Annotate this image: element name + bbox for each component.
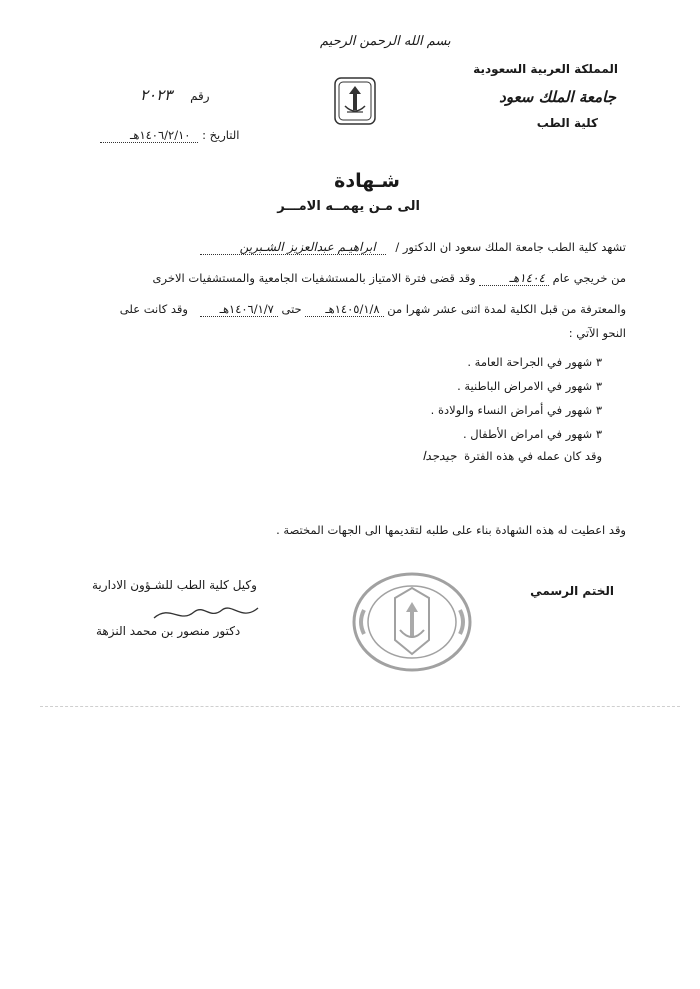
date-label: التاريخ : — [202, 128, 240, 142]
line3-prefix: والمعترفة من قبل الكلية لمدة اثنى عشر شهرا من — [387, 302, 626, 316]
line1-prefix: تشهد كلية الطب جامعة الملك سعود ان الدكتور / — [395, 240, 626, 254]
line3-suffix: وقد كانت على — [119, 302, 188, 316]
date-value: ١٤٠٦/٢/١٠هـ — [100, 128, 198, 143]
college-name: كلية الطب — [536, 116, 598, 130]
record-label: رقم — [190, 89, 210, 103]
doctor-name: ابراهيـم عبدالعزيز الشـبرين — [200, 240, 386, 255]
official-stamp-icon — [350, 570, 475, 675]
university-logo-icon — [333, 76, 377, 126]
period-from: ١٤٠٥/١/٨هـ — [305, 302, 383, 317]
body-line-1 — [200, 240, 626, 255]
body-line-4: النحو الآتي : — [568, 326, 626, 340]
period-to: ١٤٠٦/١/٧هـ — [200, 302, 278, 317]
basmala: بسم الله الرحمن الرحيم — [320, 34, 451, 49]
rotation-item: ٣ شهور في امراض الأطفال . — [462, 427, 602, 441]
record-number: ٢٠٢٣ — [140, 86, 173, 104]
date-field — [100, 128, 239, 143]
record-field — [140, 86, 210, 104]
body-line-2 — [153, 271, 626, 286]
signatory-title: وكيل كلية الطب للشـؤون الادارية — [92, 578, 257, 592]
university-name: جامعة الملك سعود — [499, 88, 616, 106]
performance-value: جيدجدا — [422, 449, 457, 463]
performance-line — [422, 449, 602, 463]
document-subtitle: الى مـن يهمــه الامـــر — [277, 199, 420, 214]
rotation-item: ٣ شهور في الامراض الباطنية . — [457, 379, 602, 393]
until-label: حتى — [281, 302, 302, 316]
line2-prefix: من خريجي عام — [552, 271, 626, 285]
document-title: شـهادة — [334, 170, 400, 192]
line2-suffix: وقد قضى فترة الامتياز بالمستشفيات الجامعية والمستشفيات الاخرى — [152, 271, 476, 285]
closing-statement: وقد اعطيت له هذه الشهادة بناء على طلبه لتقديمها الى الجهات المختصة . — [276, 523, 626, 537]
rotation-item: ٣ شهور في أمراض النساء والولادة . — [430, 403, 602, 417]
performance-prefix: وقد كان عمله في هذه الفترة — [464, 449, 602, 463]
page-divider — [40, 706, 680, 707]
signature-icon — [150, 600, 270, 626]
signatory-name: دكتور منصور بن محمد النزهة — [96, 624, 241, 638]
stamp-label: الختم الرسمي — [530, 584, 614, 598]
graduation-year: ١٤٠٤هـ — [479, 271, 549, 286]
kingdom-name: المملكة العربية السعودية — [473, 62, 618, 76]
rotation-item: ٣ شهور في الجراحة العامة . — [467, 355, 602, 369]
body-line-3 — [120, 302, 626, 317]
